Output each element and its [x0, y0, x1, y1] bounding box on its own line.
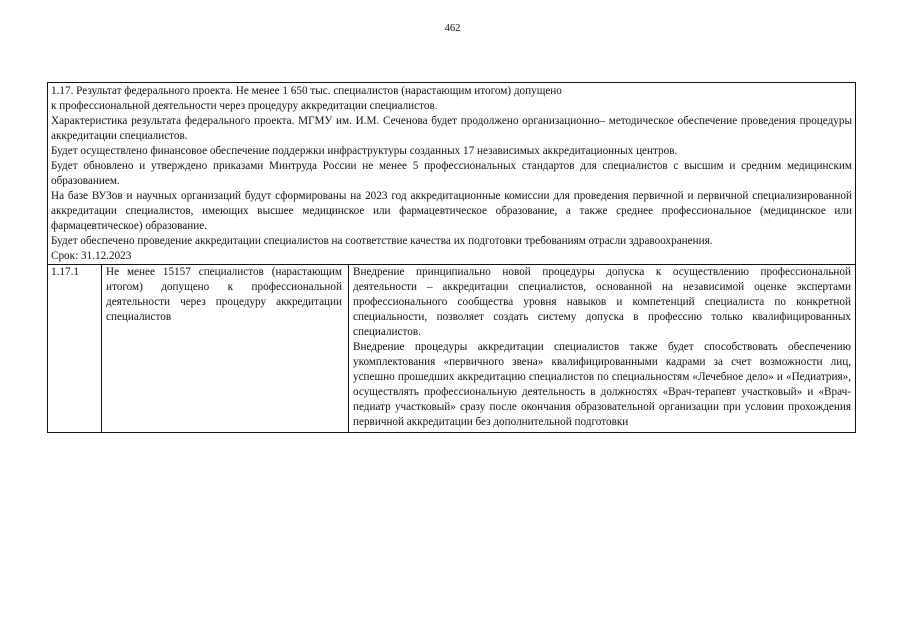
result-compliance: Будет обеспечено проведение аккредитации специалистов на соответствие качества их подготовки требованиям отрасли здравоохранения. [51, 235, 713, 247]
result-title-line1: 1.17. Результат федерального проекта. Не менее 1 650 тыс. специалистов (нарастающим итогом) допущено [51, 85, 562, 97]
result-title-line2: к профессиональной деятельности через процедуру аккредитации специалистов. [51, 100, 438, 112]
result-financing: Будет осуществлено финансовое обеспечение поддержки инфраструктуры созданных 17 независимых аккредитационных центров. [51, 145, 678, 157]
result-header-cell [48, 83, 855, 265]
row-content [349, 265, 855, 432]
result-characteristic: Характеристика результата федерального проекта. МГМУ им. И.М. Сеченова будет продолжено организационно– методическое обеспечение проведения процедуры аккредитации специалистов. [51, 115, 852, 142]
result-commissions: На базе ВУЗов и научных организаций будут сформированы на 2023 год аккредитационные комиссии для проведения первичной и первичной специализированной аккредитации специалистов, имеющих высшее медицинское или фармацевтическое образование, а также среднее профессиональное (медицинское или фармацевтическое) образование. [51, 190, 852, 232]
row-content-paragraph-1: Внедрение принципиально новой процедуры допуска к осуществлению профессиональной деятельности – аккредитации специалистов, основанной на независимой оценке экспертами профессионального сообщества уровня навыков и компетенций специалиста по конкретной специальности, позволяет создать систему допуска в профессию только квалифицированных специалистов. [353, 266, 851, 338]
row-number: 1.17.1 [48, 265, 102, 432]
row-description: Не менее 15157 специалистов (нарастающим итогом) допущено к профессиональной деятельности через процедуру аккредитации специалистов [102, 265, 349, 432]
result-deadline: Срок: 31.12.2023 [51, 250, 132, 262]
table-row [48, 265, 855, 432]
page-number: 462 [444, 23, 461, 34]
result-standards: Будет обновлено и утверждено приказами Минтруда России не менее 5 профессиональных стандартов для специалистов с высшим и средним медицинским образованием. [51, 160, 852, 187]
row-content-paragraph-2: Внедрение процедуры аккредитации специалистов также будет способствовать обеспечению укомплектования «первичного звена» квалифицированными кадрами за счет возможности лиц, успешно прошедших аккредитацию специалистов по специальностям «Лечебное дело» и «Педиатрия», осуществлять профессиональную деятельность в должностях «Врач-терапевт участковый» и «Врач-педиатр участковый» сразу после окончания образовательной организации при условии прохождения первичной аккредитации без дополнительной подготовки [353, 341, 851, 428]
result-table [47, 82, 856, 433]
